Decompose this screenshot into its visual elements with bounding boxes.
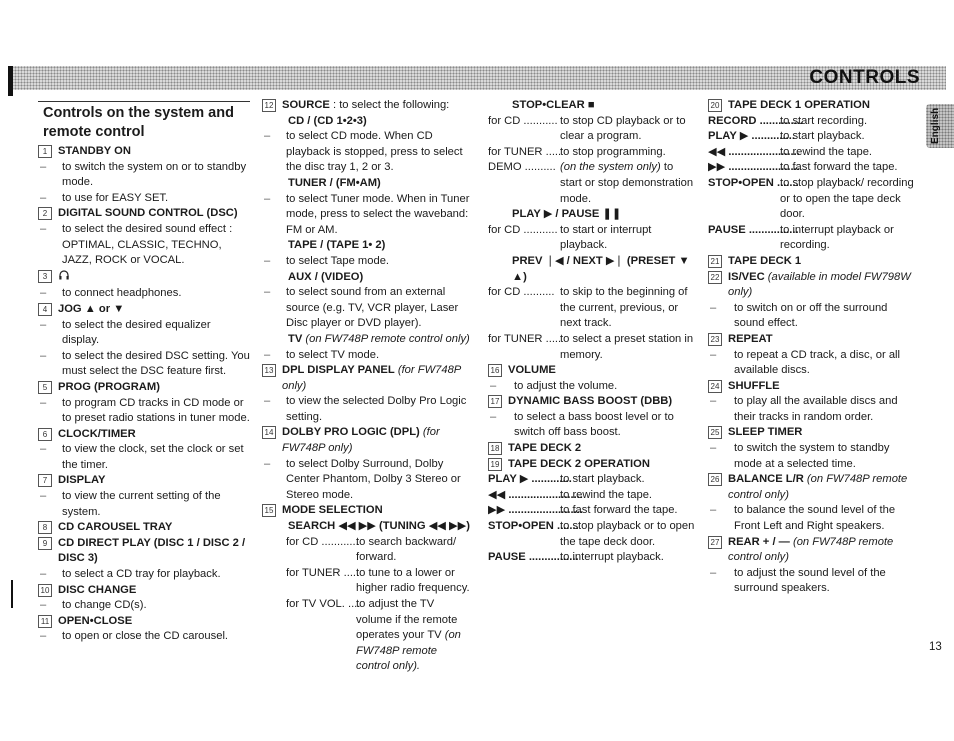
item-number: 8: [38, 521, 52, 534]
key-row: [488, 145, 698, 161]
headphones-icon: [58, 272, 70, 284]
bullet: [38, 629, 250, 645]
row-value: to stop programming.: [560, 145, 666, 158]
play-rows: [488, 223, 698, 254]
row-value: to stop playback/ recording or to open the tape deck door.: [780, 176, 914, 221]
row-key: ▶▶ ........................: [488, 504, 583, 517]
key-row: [708, 145, 920, 161]
row-key: ◀◀ ........................: [488, 488, 583, 501]
item-title: [728, 254, 920, 270]
row-value: to adjust the TV volume if the remote operates your TV (on FW748P remote control only).: [356, 598, 461, 673]
bullet: [38, 222, 250, 269]
item-number: 9: [38, 537, 52, 550]
row-key: ◀◀ .......................: [708, 145, 800, 158]
item-title-text: OPEN•CLOSE: [58, 614, 133, 627]
column-3: [488, 98, 698, 566]
bullet-dash: –: [40, 599, 47, 612]
source-tape-head: TAPE / (TAPE 1• 2): [288, 239, 386, 252]
item-dpl-display: 13 DPL DISPLAY PANEL (for FW748P only): [262, 363, 472, 394]
bullet: – to select Dolby Surround, Dolby Center Phantom, Dolby 3 Stereo or Stereo mode.: [264, 457, 461, 501]
row-value: to start playback.: [780, 130, 865, 143]
item-title: [728, 472, 920, 503]
bullet: [38, 598, 250, 614]
item-title: [58, 269, 250, 287]
item-number: 2: [38, 207, 52, 220]
bullet: [708, 348, 920, 379]
row-key: for TV VOL. ....: [286, 598, 361, 610]
row-key: PLAY ▶ .............: [488, 473, 572, 486]
item-volume: 16 VOLUME: [488, 363, 698, 379]
row-key: PAUSE ................: [708, 223, 799, 236]
bullet: [38, 160, 250, 191]
bullet: – to select Tape mode.: [264, 254, 390, 267]
item-number: 10: [38, 584, 52, 597]
item-number: 4: [38, 303, 52, 316]
page-title: CONTROLS: [809, 67, 920, 88]
key-row: [488, 114, 698, 145]
bullet-text: to select the desired equalizer display.: [62, 318, 211, 347]
key-row: [262, 566, 472, 597]
bullet-dash: –: [710, 442, 717, 455]
item-dolby-pro-logic: 14 DOLBY PRO LOGIC (DPL) (for FW748P only): [262, 425, 472, 456]
tape1-rows: [708, 114, 920, 254]
column-2: [262, 98, 472, 675]
mode-rows: [262, 535, 472, 675]
bullet: [38, 191, 250, 207]
item-27: [708, 535, 920, 566]
bullet-dash: –: [710, 504, 717, 517]
row-key: for TUNER .....: [488, 332, 562, 345]
item-dbb: 17 DYNAMIC BASS BOOST (DBB): [488, 394, 698, 410]
row-key: DEMO ..........: [488, 161, 556, 174]
item-title: [728, 425, 920, 441]
item-title: [58, 380, 250, 396]
item-21: [708, 254, 920, 270]
source-tv-head: TV (on FW748P remote control only): [288, 332, 470, 345]
language-tab-label: English: [930, 107, 941, 144]
row-value: to fast forward the tape.: [560, 504, 678, 517]
item-title-text: REAR + / —: [728, 535, 790, 548]
row-value: to stop playback or to open the tape deck door.: [560, 520, 695, 548]
key-row: [488, 285, 698, 332]
source-aux-head: AUX / (VIDEO): [288, 270, 364, 283]
item-title-text: STANDBY ON: [58, 145, 131, 157]
row-key: for CD ...........: [488, 223, 558, 236]
key-row: [488, 503, 698, 519]
item-title: [728, 270, 920, 301]
tape2-rows: [488, 472, 698, 566]
prev-rows: [488, 285, 698, 363]
item-number: 25: [708, 426, 722, 439]
bullet-dash: –: [40, 443, 47, 456]
bullet: [38, 286, 250, 302]
stop-clear-head: STOP•CLEAR ■: [512, 99, 595, 111]
row-key: for CD ............: [286, 535, 359, 548]
item-note: (available in model FW798W only): [728, 270, 911, 299]
key-row: [708, 114, 920, 130]
column-4: [708, 98, 920, 597]
row-key: RECORD ..............: [708, 114, 804, 127]
item-title: [58, 206, 250, 222]
bullet: [38, 396, 250, 427]
key-row: [708, 129, 920, 145]
row-value: to interrupt playback.: [560, 551, 664, 564]
bullet-dash: –: [40, 630, 47, 643]
item-number: 24: [708, 380, 722, 393]
item-26: [708, 472, 920, 503]
col4-items: [708, 254, 920, 597]
row-value: to stop CD playback or to clear a program.: [560, 114, 686, 143]
bullet-text: to balance the sound level of the Front Left and Right speakers.: [734, 504, 896, 533]
bullet-dash: –: [710, 301, 717, 314]
bullet: [708, 566, 920, 597]
item-mode-selection: 15 MODE SELECTION: [262, 503, 472, 519]
item-number: 11: [38, 615, 52, 628]
bullet: – to select CD mode. When CD playback is stopped, press to select the disc tray 1, 2 or 3.: [264, 130, 463, 174]
margin-bar: [11, 580, 13, 608]
item-2: [38, 206, 250, 222]
item-title-text: CD CAROUSEL TRAY: [58, 521, 173, 534]
item-25: [708, 425, 920, 441]
item-tape-deck-1-operation: 20 TAPE DECK 1 OPERATION: [708, 98, 920, 114]
key-row: [708, 223, 920, 254]
item-title: [58, 536, 250, 567]
item-number: 21: [708, 255, 722, 268]
bullet-text: to select the desired DSC setting. You must select the DSC feature first.: [62, 349, 250, 378]
item-title-suffix: : to select the following:: [329, 99, 450, 111]
bullet-dash: –: [40, 396, 47, 409]
item-23: [708, 332, 920, 348]
bullet-text: to select the desired sound effect : OPTIMAL, CLASSIC, TECHNO, JAZZ, ROCK or VOCAL.: [62, 222, 233, 267]
bullet-dash: –: [40, 287, 47, 300]
item-title-text: DISC CHANGE: [58, 583, 137, 596]
row-value: to interrupt playback or recording.: [780, 223, 894, 252]
item-title: [58, 427, 250, 443]
key-row: [708, 176, 920, 223]
item-note: (on FW748P remote control only): [728, 535, 894, 564]
item-title-text: DIGITAL SOUND CONTROL (DSC): [58, 207, 238, 220]
item-source: [262, 98, 472, 114]
bullet-text: to view the clock, set the clock or set the timer.: [62, 443, 244, 471]
header-band: [8, 66, 946, 90]
row-value: to rewind the tape.: [780, 145, 873, 158]
row-value: to start playback.: [560, 473, 645, 486]
bullet-dash: –: [40, 490, 47, 503]
row-value: to skip to the beginning of the current, previous, or next track.: [560, 286, 688, 330]
item-8: [38, 520, 250, 536]
item-title-text: IS/VEC: [728, 270, 765, 283]
column-1: [38, 98, 250, 645]
language-tab: [926, 104, 954, 148]
row-key: for CD ..........: [488, 286, 555, 299]
row-key: PLAY ▶ ..............: [708, 130, 795, 143]
item-title-text: REPEAT: [728, 332, 773, 345]
key-row: [488, 488, 698, 504]
bullet-text: to connect headphones.: [62, 287, 182, 300]
item-5: [38, 380, 250, 396]
key-row: [708, 160, 920, 176]
item-tape-deck-2: 18 TAPE DECK 2: [488, 441, 698, 457]
bullet: – to adjust the volume.: [490, 379, 618, 392]
row-value: to search backward/ forward.: [356, 535, 457, 564]
item-6: [38, 427, 250, 443]
key-row: [488, 160, 698, 207]
item-title-text: CLOCK/TIMER: [58, 427, 136, 440]
bullet-text: to select a CD tray for playback.: [62, 568, 221, 581]
row-value: to start recording.: [780, 114, 868, 127]
row-key: for TUNER .....: [286, 566, 360, 579]
item-number: 3: [38, 270, 52, 283]
stop-rows: [488, 114, 698, 208]
item-title-text: BALANCE L/R: [728, 473, 804, 486]
item-title-text: CD DIRECT PLAY (DISC 1 / DISC 2 / DISC 3): [58, 536, 246, 565]
key-row: [262, 535, 472, 566]
item-title-text: SHUFFLE: [728, 379, 780, 392]
bullet: [38, 489, 250, 520]
item-number: 23: [708, 333, 722, 346]
item-number: 22: [708, 271, 722, 284]
bullet-text: to repeat a CD track, a disc, or all available discs.: [734, 348, 901, 377]
col1-items: [38, 144, 250, 645]
item-4: [38, 302, 250, 318]
bullet: [38, 318, 250, 349]
row-note: (on the system only): [560, 161, 661, 174]
bullet-dash: –: [710, 348, 717, 361]
bullet-dash: –: [40, 160, 47, 173]
prev-next-head: PREV ❘◀ / NEXT ▶❘ (PRESET ▼ ▲): [512, 254, 690, 283]
page-number: 13: [929, 641, 942, 653]
item-title-text: PROG (PROGRAM): [58, 380, 160, 393]
bullet-text: to switch the system on or to standby mode.: [62, 160, 247, 189]
bullet-text: to play all the available discs and their tracks in random order.: [734, 395, 898, 423]
item-number: 6: [38, 428, 52, 441]
item-1: [38, 144, 250, 160]
item-title: [58, 583, 250, 599]
bullet-dash: –: [40, 191, 47, 204]
key-row: [488, 519, 698, 550]
item-number: 27: [708, 536, 722, 549]
bullet: – to select sound from an external source (e.g. TV, VCR player, Laser Disc player or DVD player).: [264, 286, 459, 330]
item-title: [728, 332, 920, 348]
key-row: [488, 332, 698, 363]
key-row: [488, 223, 698, 254]
bullet: [708, 301, 920, 332]
item-title-text: SLEEP TIMER: [728, 426, 803, 439]
item-title: [58, 473, 250, 489]
bullet: – to select a bass boost level or to switch off bass boost.: [490, 410, 674, 439]
item-9: [38, 536, 250, 567]
bullet-dash: –: [40, 349, 47, 362]
source-cd-head: CD / (CD 1•2•3): [288, 114, 367, 127]
bullet: [38, 442, 250, 473]
row-value: to select a preset station in memory.: [560, 332, 694, 361]
bullet-text: to change CD(s).: [62, 599, 147, 612]
bullet: – to view the selected Dolby Pro Logic setting.: [264, 395, 467, 423]
item-title: [58, 144, 250, 160]
row-key: for TUNER .....: [488, 145, 562, 158]
row-key: STOP•OPEN .......: [488, 520, 579, 533]
bullet-text: to view the current setting of the system.: [62, 490, 221, 518]
key-row: [488, 472, 698, 488]
bullet: [708, 503, 920, 534]
row-key: ▶▶ .......................: [708, 161, 800, 174]
bullet: – to select Tuner mode. When in Tuner mode, press to select the waveband: FM or AM.: [264, 192, 470, 236]
item-3: [38, 269, 250, 287]
bullet-dash: –: [710, 566, 717, 579]
row-value: to fast forward the tape.: [780, 161, 898, 174]
row-note: (on FW748P remote control only).: [356, 629, 461, 673]
item-7: [38, 473, 250, 489]
bullet: [708, 441, 920, 472]
bullet-text: to switch on or off the surround sound effect.: [734, 301, 888, 330]
item-note: (on FW748P remote control only): [728, 473, 908, 501]
item-number: 12: [262, 99, 276, 112]
bullet: [38, 349, 250, 380]
item-10: [38, 583, 250, 599]
item-title: [58, 614, 250, 630]
row-key: for CD ...........: [488, 114, 558, 127]
item-number: 5: [38, 381, 52, 394]
row-value: to rewind the tape.: [560, 488, 653, 501]
bullet-dash: –: [40, 222, 47, 235]
bullet-dash: –: [40, 568, 47, 581]
section-title: Controls on the system and remote control: [38, 101, 250, 142]
bullet: – to select TV mode.: [264, 348, 380, 361]
bullet-text: to switch the system to standby mode at a selected time.: [734, 442, 890, 470]
bullet: [708, 394, 920, 425]
item-title-text: DISPLAY: [58, 474, 106, 487]
item-number: 1: [38, 145, 52, 158]
item-title: [58, 520, 250, 536]
row-value: to start or interrupt playback.: [560, 223, 652, 252]
item-number: 26: [708, 473, 722, 486]
item-title-text: JOG ▲ or ▼: [58, 302, 125, 315]
item-11: [38, 614, 250, 630]
bullet-text: to use for EASY SET.: [62, 191, 169, 204]
row-value: to tune to a lower or higher radio frequency.: [356, 566, 470, 595]
bullet-text: to adjust the sound level of the surround speakers.: [734, 566, 886, 595]
item-number: 7: [38, 474, 52, 487]
bullet-dash: –: [710, 395, 717, 408]
item-22: [708, 270, 920, 301]
mode-search-head: SEARCH ◀◀ ▶▶ (TUNING ◀◀ ▶▶): [288, 520, 470, 533]
item-tape-deck-2-operation: 19 TAPE DECK 2 OPERATION: [488, 457, 698, 473]
play-pause-head: PLAY ▶ / PAUSE ❚❚: [512, 208, 622, 221]
key-row: [488, 550, 698, 566]
key-row: [262, 597, 472, 675]
item-24: [708, 379, 920, 395]
source-tuner-head: TUNER / (FM•AM): [288, 176, 381, 189]
bullet: [38, 567, 250, 583]
row-value: (on the system only) to start or stop demonstration mode.: [560, 161, 694, 205]
item-title: SOURCE: [282, 99, 330, 111]
item-title: [58, 302, 250, 318]
bullet-text: to program CD tracks in CD mode or to preset radio stations in tuner mode.: [62, 396, 250, 425]
bullet-dash: –: [40, 318, 47, 331]
item-title-text: TAPE DECK 1: [728, 254, 802, 267]
row-key: STOP•OPEN .......: [708, 176, 799, 189]
header-left-mark: [8, 66, 13, 96]
bullet-text: to open or close the CD carousel.: [62, 630, 229, 643]
item-title: [728, 379, 920, 395]
item-title: [728, 535, 920, 566]
row-key: PAUSE ................: [488, 551, 579, 564]
